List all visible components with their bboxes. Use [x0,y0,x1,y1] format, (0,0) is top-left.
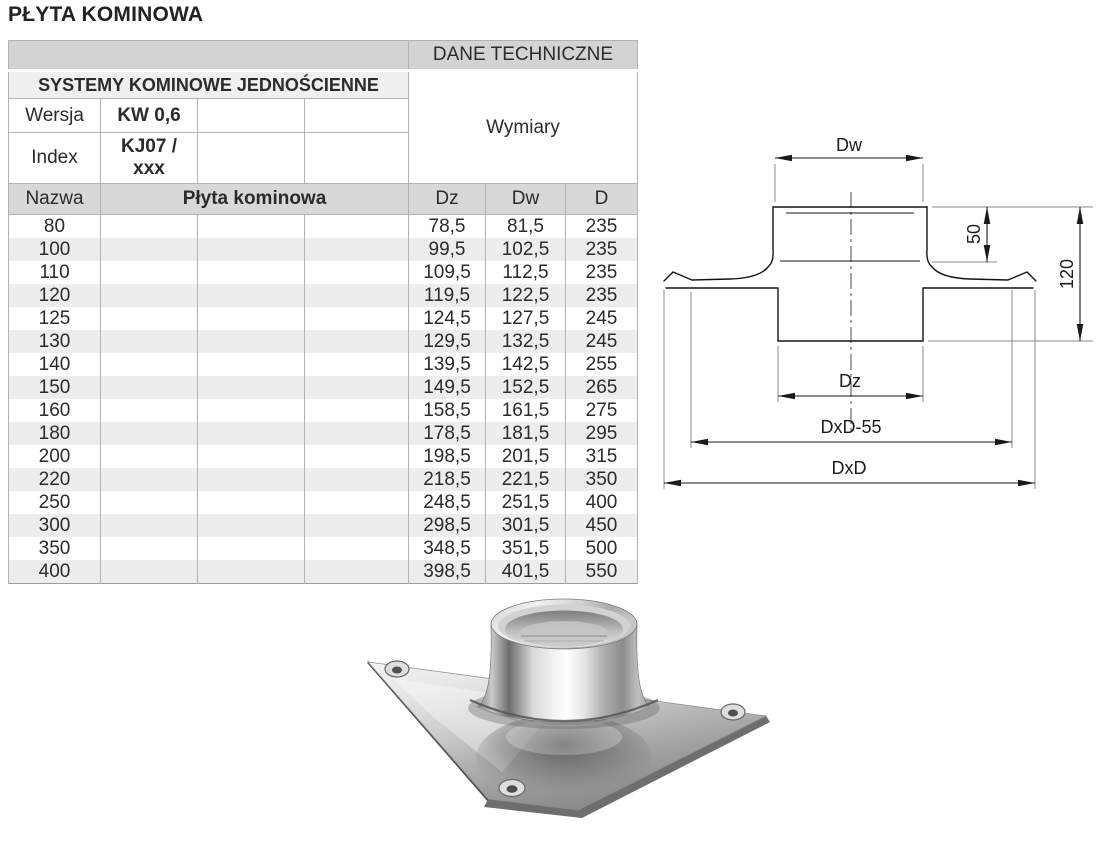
cell-empty-3 [305,445,409,468]
index-value-line1: KJ07 / [121,136,177,158]
dim-label-dz: Dz [839,371,861,391]
header-bar-empty [9,41,409,71]
page-title: PŁYTA KOMINOWA [8,3,204,26]
cell-d: 235 [566,238,638,261]
cell-dw: 132,5 [486,330,566,353]
cell-dw: 102,5 [486,238,566,261]
cell-empty-3 [305,422,409,445]
index-value [101,133,198,184]
cell-empty-1 [101,330,198,353]
cell-empty-3 [305,307,409,330]
cell-size: 130 [9,330,101,353]
cell-empty-3 [305,376,409,399]
cell-empty-2 [198,468,305,491]
cell-dw: 112,5 [486,261,566,284]
system-header-row [9,71,638,99]
cell-empty-2 [198,560,305,584]
cell-dz: 348,5 [409,537,486,560]
cell-dz: 248,5 [409,491,486,514]
cell-empty-2 [198,445,305,468]
cell-dz: 78,5 [409,215,486,239]
cell-d: 350 [566,468,638,491]
cell-empty-1 [101,215,198,239]
header-dane-techniczne: DANE TECHNICZNE [409,41,638,71]
cell-size: 125 [9,307,101,330]
cell-dw: 301,5 [486,514,566,537]
cell-d: 550 [566,560,638,584]
cell-empty-2 [198,307,305,330]
cell-size: 110 [9,261,101,284]
cell-size: 120 [9,284,101,307]
cell-dw: 201,5 [486,445,566,468]
cell-empty-1 [101,560,198,584]
table-row [9,560,638,584]
cell-dz: 99,5 [409,238,486,261]
cell-dw: 142,5 [486,353,566,376]
cell-empty-1 [101,284,198,307]
cell-dw: 152,5 [486,376,566,399]
table-row [9,284,638,307]
wersja-label: Wersja [9,99,101,133]
index-empty-1 [198,133,305,184]
cell-size: 150 [9,376,101,399]
cell-empty-3 [305,215,409,239]
product-photo [325,585,795,859]
technical-drawing [640,125,1100,505]
cell-size: 300 [9,514,101,537]
cell-empty-1 [101,537,198,560]
table-row [9,307,638,330]
cell-empty-3 [305,261,409,284]
cell-d: 255 [566,353,638,376]
cell-d: 265 [566,376,638,399]
col-header-dz: Dz [409,184,486,215]
cell-d: 235 [566,215,638,239]
wymiary-cell: Wymiary [409,71,638,184]
cell-empty-1 [101,261,198,284]
cell-dz: 139,5 [409,353,486,376]
index-empty-2 [305,133,409,184]
dim-label-50: 50 [964,223,984,245]
cell-d: 450 [566,514,638,537]
cell-empty-1 [101,491,198,514]
cell-d: 275 [566,399,638,422]
cell-empty-2 [198,537,305,560]
cell-empty-2 [198,422,305,445]
table-row [9,491,638,514]
cell-dz: 218,5 [409,468,486,491]
cell-empty-3 [305,399,409,422]
cell-size: 200 [9,445,101,468]
table-row [9,376,638,399]
cell-dw: 401,5 [486,560,566,584]
table-row [9,445,638,468]
cell-empty-3 [305,514,409,537]
wersja-empty-2 [305,99,409,133]
table-row [9,353,638,376]
cell-d: 235 [566,261,638,284]
cell-size: 100 [9,238,101,261]
cell-empty-2 [198,399,305,422]
cell-dz: 298,5 [409,514,486,537]
cell-empty-2 [198,514,305,537]
cell-size: 250 [9,491,101,514]
cell-dz: 158,5 [409,399,486,422]
col-header-d: D [566,184,638,215]
cell-dw: 221,5 [486,468,566,491]
dim-label-dw: Dw [836,135,862,155]
cell-size: 400 [9,560,101,584]
cell-empty-1 [101,468,198,491]
cell-dw: 127,5 [486,307,566,330]
cell-empty-3 [305,330,409,353]
cell-empty-3 [305,284,409,307]
table-row [9,399,638,422]
cell-dw: 81,5 [486,215,566,239]
cell-size: 140 [9,353,101,376]
cell-empty-2 [198,261,305,284]
nazwa-header-row [9,184,638,215]
wersja-empty-1 [198,99,305,133]
cell-empty-1 [101,238,198,261]
cell-empty-1 [101,399,198,422]
cell-empty-2 [198,330,305,353]
cell-size: 160 [9,399,101,422]
cell-empty-2 [198,238,305,261]
spec-table-body [9,41,638,584]
system-header: SYSTEMY KOMINOWE JEDNOŚCIENNE [9,71,409,99]
cell-empty-2 [198,491,305,514]
table-row [9,422,638,445]
cell-empty-1 [101,307,198,330]
table-row [9,514,638,537]
cell-empty-1 [101,514,198,537]
cell-d: 245 [566,330,638,353]
cell-empty-1 [101,422,198,445]
cell-size: 350 [9,537,101,560]
cell-dz: 149,5 [409,376,486,399]
table-header-bar [9,41,638,71]
cell-empty-1 [101,376,198,399]
cell-size: 180 [9,422,101,445]
cell-size: 80 [9,215,101,239]
cell-empty-2 [198,215,305,239]
cell-dz: 398,5 [409,560,486,584]
cell-d: 400 [566,491,638,514]
cell-empty-3 [305,238,409,261]
col-header-dw: Dw [486,184,566,215]
cell-dz: 178,5 [409,422,486,445]
cell-dw: 251,5 [486,491,566,514]
dim-label-dxd: DxD [831,458,867,478]
cell-empty-3 [305,537,409,560]
table-row [9,330,638,353]
table-row [9,215,638,239]
cell-dz: 119,5 [409,284,486,307]
table-row [9,468,638,491]
cell-empty-3 [305,560,409,584]
wersja-value: KW 0,6 [101,99,198,133]
cell-dz: 109,5 [409,261,486,284]
cell-dw: 351,5 [486,537,566,560]
cell-empty-1 [101,353,198,376]
cell-d: 315 [566,445,638,468]
cell-empty-1 [101,445,198,468]
cell-size: 220 [9,468,101,491]
cell-dz: 198,5 [409,445,486,468]
index-value-line2: xxx [133,158,165,179]
cell-dw: 122,5 [486,284,566,307]
cell-d: 245 [566,307,638,330]
cell-d: 500 [566,537,638,560]
cell-empty-3 [305,468,409,491]
table-row [9,238,638,261]
dim-label-dxd55: DxD-55 [820,417,882,437]
cell-empty-3 [305,353,409,376]
cell-empty-2 [198,284,305,307]
dim-label-120: 120 [1057,258,1077,290]
cell-d: 235 [566,284,638,307]
cell-dw: 181,5 [486,422,566,445]
spec-table [8,40,638,584]
cell-dw: 161,5 [486,399,566,422]
cell-empty-2 [198,353,305,376]
cell-empty-2 [198,376,305,399]
cell-d: 295 [566,422,638,445]
cell-empty-3 [305,491,409,514]
cell-dz: 124,5 [409,307,486,330]
nazwa-label: Nazwa [9,184,101,215]
product-name: Płyta kominowa [101,184,409,215]
table-row [9,261,638,284]
index-label: Index [9,133,101,184]
table-row [9,537,638,560]
cell-dz: 129,5 [409,330,486,353]
